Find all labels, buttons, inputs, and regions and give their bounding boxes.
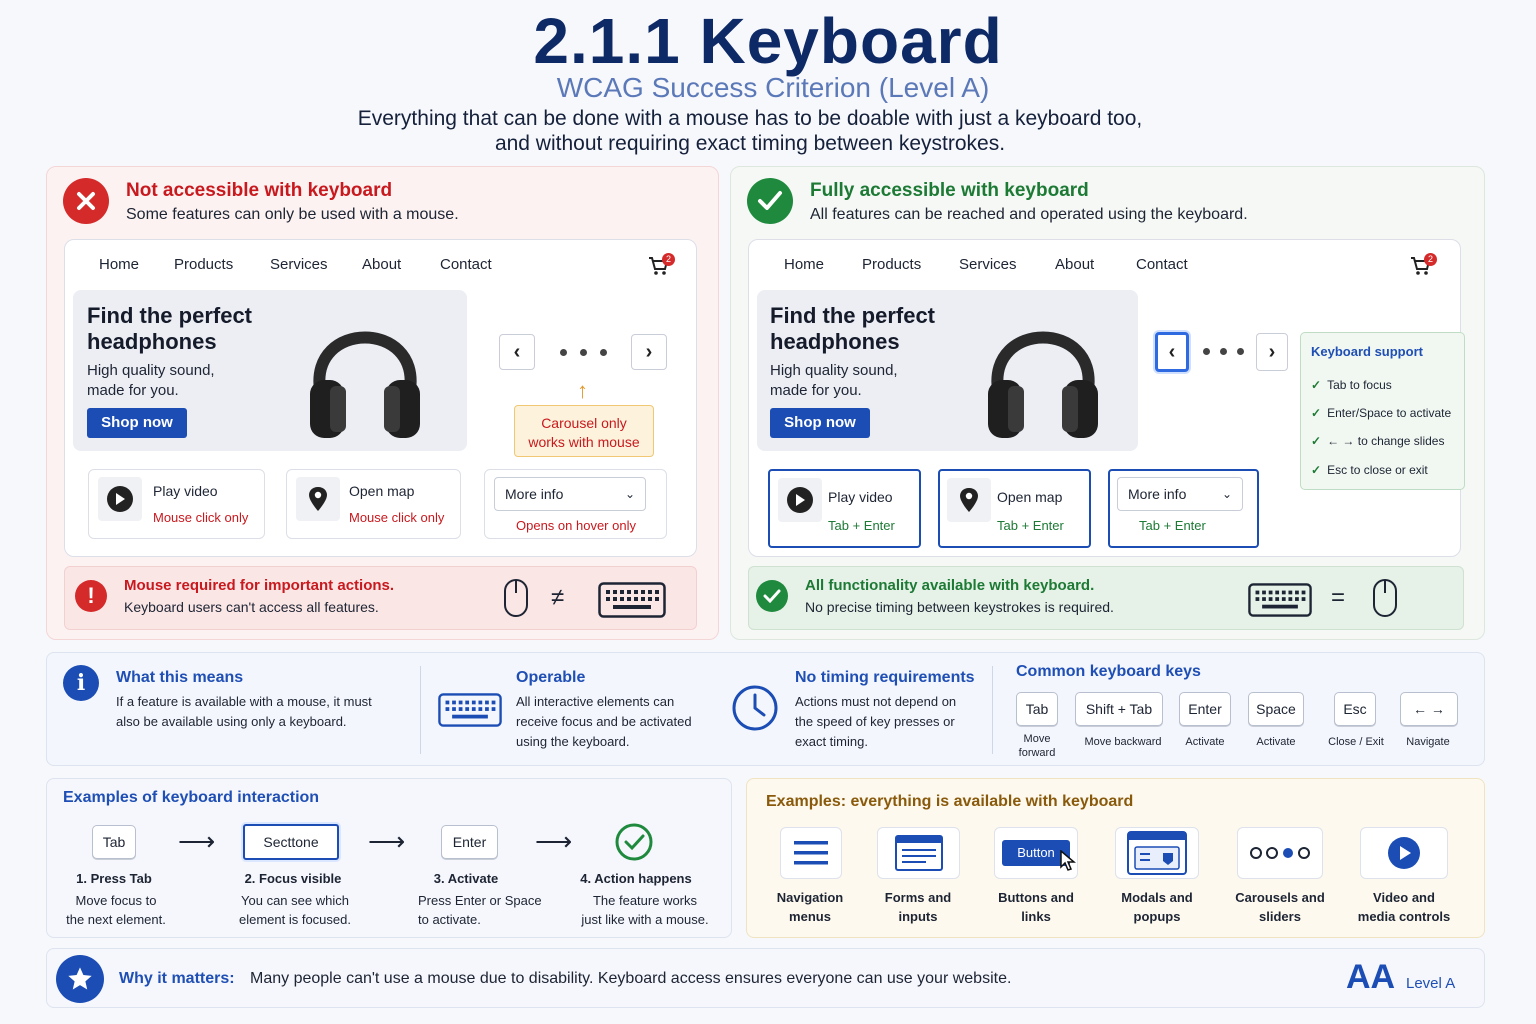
step-body-line: element is focused. xyxy=(238,912,351,927)
keyboard-icon xyxy=(438,692,502,733)
bad-banner-title: Mouse required for important actions. xyxy=(124,577,395,594)
up-arrow-icon: ↑ xyxy=(577,378,588,403)
bad-hero-sub-line-1: High quality sound, xyxy=(87,362,215,379)
means-title: What this means xyxy=(116,669,244,686)
star-icon xyxy=(56,955,104,1003)
caption-line: media controls xyxy=(1357,909,1451,924)
carousel-dot xyxy=(1203,348,1210,355)
means-body-line-2: also be available using only a keyboard. xyxy=(116,714,347,729)
step-3-body xyxy=(418,891,554,929)
headphones-image xyxy=(300,300,430,450)
step-2-title: 2. Focus visible xyxy=(244,871,342,886)
step-body-line: The feature works xyxy=(592,893,698,908)
good-open-map-title: Open map xyxy=(997,489,1063,505)
support-item xyxy=(1311,434,1444,448)
map-pin-icon xyxy=(308,486,328,512)
caption-line: Video and xyxy=(1373,890,1435,905)
interaction-examples-title: Examples of keyboard interaction xyxy=(63,789,320,806)
modal-window-icon xyxy=(1127,831,1187,875)
check-circle-icon xyxy=(756,580,788,612)
check-icon: ✓ xyxy=(1311,463,1322,477)
play-icon xyxy=(787,487,813,513)
carousel-dot xyxy=(560,349,567,356)
keys-title: Common keyboard keys xyxy=(1016,663,1201,680)
headphones-image xyxy=(978,300,1108,450)
key-caption-line: Move xyxy=(1023,733,1051,745)
hamburger-menu-icon xyxy=(794,839,828,867)
bad-nav-services[interactable]: Services xyxy=(270,256,328,273)
step-4-title: 4. Action happens xyxy=(580,871,692,886)
key-esc: Esc xyxy=(1334,692,1376,726)
good-title: Fully accessible with keyboard xyxy=(810,180,1089,201)
caption-line: Carousels and xyxy=(1235,890,1325,905)
good-carousel-prev-button[interactable]: ‹ xyxy=(1155,332,1189,372)
good-play-icon-box xyxy=(778,478,822,522)
bad-play-video-note: Mouse click only xyxy=(153,510,249,525)
operable-body-line-1: All interactive elements can xyxy=(516,694,675,709)
bad-more-info-note: Opens on hover only xyxy=(516,518,636,533)
operable-body xyxy=(516,692,692,752)
good-open-map-note: Tab + Enter xyxy=(997,518,1064,533)
key-shift-tab: Shift + Tab xyxy=(1075,692,1163,726)
good-play-video-title: Play video xyxy=(828,489,893,505)
step-3-title: 3. Activate xyxy=(433,871,499,886)
carousels-sliders-caption xyxy=(1220,888,1340,926)
bad-play-video-title: Play video xyxy=(153,483,218,499)
good-nav-contact[interactable]: Contact xyxy=(1136,256,1188,273)
bad-banner-subtitle: Keyboard users can't access all features. xyxy=(124,599,379,615)
step-1-body xyxy=(56,891,176,929)
timing-body xyxy=(795,692,956,752)
step-enter-chip: Enter xyxy=(441,825,498,859)
bad-hero-title-line-2: headphones xyxy=(87,329,217,354)
bad-nav-contact[interactable]: Contact xyxy=(440,256,492,273)
modals-popups-tile xyxy=(1115,827,1199,879)
carousel-dot xyxy=(1220,348,1227,355)
good-nav-products[interactable]: Products xyxy=(862,256,922,273)
caption-line: links xyxy=(1021,909,1051,924)
buttons-links-tile xyxy=(994,827,1078,879)
right-arrow-icon: ⟶ xyxy=(178,826,216,856)
step-2-body xyxy=(228,891,362,929)
check-icon: ✓ xyxy=(1311,378,1322,392)
caption-line: Buttons and xyxy=(998,890,1074,905)
bad-map-icon-box xyxy=(296,477,340,521)
support-item xyxy=(1311,463,1428,477)
good-hero-title-line-1: Find the perfect xyxy=(770,303,936,328)
divider xyxy=(420,666,421,754)
carousel-dot xyxy=(1237,348,1244,355)
cursor-icon xyxy=(1060,850,1076,872)
good-hero-sub-line-2: made for you. xyxy=(770,382,862,399)
check-icon: ✓ xyxy=(1311,434,1322,448)
keyboard-icon xyxy=(1248,582,1312,623)
video-media-tile xyxy=(1360,827,1448,879)
navigation-menus-caption xyxy=(760,888,860,926)
check-icon: ✓ xyxy=(1311,406,1322,420)
map-pin-icon xyxy=(959,487,979,513)
good-more-info-dropdown[interactable] xyxy=(1117,477,1243,511)
carousel-dot xyxy=(580,349,587,356)
caption-line: sliders xyxy=(1259,909,1301,924)
key-tab: Tab xyxy=(1016,692,1058,726)
clock-icon xyxy=(731,684,779,737)
equal-sign: = xyxy=(1331,584,1346,611)
means-body-line-1: If a feature is available with a mouse, it must xyxy=(116,694,372,709)
cart-badge: 2 xyxy=(1424,253,1437,266)
check-circle-outline-icon xyxy=(614,822,654,867)
video-media-caption xyxy=(1344,888,1464,926)
good-hero-title xyxy=(770,303,935,355)
button-cursor-icon xyxy=(1002,840,1070,866)
bad-title: Not accessible with keyboard xyxy=(126,180,393,201)
key-esc-caption: Close / Exit xyxy=(1328,736,1384,748)
play-button-icon xyxy=(1387,836,1421,870)
support-item-text: Tab to focus xyxy=(1327,378,1392,392)
step-body-line: the next element. xyxy=(66,912,166,927)
info-icon: i xyxy=(63,665,99,701)
good-map-icon-box xyxy=(947,478,991,522)
play-icon xyxy=(107,486,133,512)
support-item xyxy=(1311,378,1392,392)
intro-line-2: and without requiring exact timing between keystrokes. xyxy=(494,132,1006,155)
keyboard-icon xyxy=(598,582,666,623)
right-arrow-icon: ⟶ xyxy=(368,826,406,856)
focused-element-chip: Secttone xyxy=(243,824,339,860)
aa-logo: AA xyxy=(1346,958,1396,996)
page-title: 2.1.1 Keyboard xyxy=(533,5,1003,77)
step-tab-chip: Tab xyxy=(92,825,136,859)
key-arrows: ← → xyxy=(1400,692,1458,726)
modals-popups-caption xyxy=(1107,888,1207,926)
bad-subtitle: Some features can only be used with a mouse. xyxy=(126,206,459,223)
why-it-matters-label: Why it matters: xyxy=(119,970,235,987)
page-subtitle: WCAG Success Criterion (Level A) xyxy=(556,72,990,103)
good-summary-banner xyxy=(748,566,1464,630)
form-icon xyxy=(895,835,943,871)
why-it-matters-text: Many people can't use a mouse due to disability. Keyboard access ensures everyone can use your website. xyxy=(250,970,1012,987)
caption-line: Modals and xyxy=(1121,890,1193,905)
step-body-line: to activate. xyxy=(418,912,481,927)
key-caption-line: forward xyxy=(1018,747,1056,759)
step-4-body xyxy=(574,891,716,929)
right-arrow-icon: ⟶ xyxy=(535,826,573,856)
divider xyxy=(992,666,993,754)
bad-more-info-dropdown[interactable] xyxy=(494,477,646,511)
bad-hero-sub-line-2: made for you. xyxy=(87,382,179,399)
key-enter-caption: Activate xyxy=(1185,736,1225,748)
sample-button-label: Button xyxy=(1017,845,1055,860)
bad-open-map-note: Mouse click only xyxy=(349,510,445,525)
support-item-text: Enter/Space to activate xyxy=(1327,406,1452,420)
chevron-down-icon: ⌄ xyxy=(1221,487,1232,501)
alert-icon: ! xyxy=(75,580,107,612)
bad-nav-products[interactable]: Products xyxy=(174,256,234,273)
navigation-menus-tile xyxy=(780,827,842,879)
good-banner-subtitle: No precise timing between keystrokes is required. xyxy=(805,599,1114,615)
cart-badge: 2 xyxy=(662,253,675,266)
available-examples-title: Examples: everything is available with keyboard xyxy=(766,793,1134,810)
timing-body-line-3: exact timing. xyxy=(795,734,868,749)
timing-body-line-1: Actions must not depend on xyxy=(795,694,957,709)
key-enter: Enter xyxy=(1179,692,1231,726)
buttons-links-caption xyxy=(986,888,1086,926)
forms-inputs-tile xyxy=(877,827,960,879)
good-banner-title: All functionality available with keyboard. xyxy=(805,577,1095,594)
support-item-text: ← → to change slides xyxy=(1327,434,1445,448)
bad-hero-title xyxy=(87,303,252,355)
caption-line: inputs xyxy=(898,909,938,924)
means-body xyxy=(116,692,372,732)
good-hero-sub-line-1: High quality sound, xyxy=(770,362,898,379)
mouse-icon xyxy=(1372,578,1398,623)
good-hero-subtitle xyxy=(770,361,898,401)
good-carousel-next-button[interactable]: › xyxy=(1256,333,1288,371)
bad-play-icon-box xyxy=(98,477,142,521)
bad-shop-now-button[interactable]: Shop now xyxy=(87,408,187,438)
carousels-sliders-tile xyxy=(1237,827,1323,879)
check-circle-icon xyxy=(747,178,793,224)
good-more-info-note: Tab + Enter xyxy=(1139,518,1206,533)
intro-line-1: Everything that can be done with a mouse has to be doable with just a keyboard too, xyxy=(357,107,1143,130)
key-space-caption: Activate xyxy=(1256,736,1296,748)
carousel-note-line-2: works with mouse xyxy=(528,434,640,450)
bad-hero-title-line-1: Find the perfect xyxy=(87,303,253,328)
not-equal-sign: ≠ xyxy=(551,584,565,611)
bad-hero-subtitle xyxy=(87,361,215,401)
good-nav-services[interactable]: Services xyxy=(959,256,1017,273)
key-shift-tab-caption: Move backward xyxy=(1084,736,1162,748)
bad-nav-about[interactable]: About xyxy=(362,256,402,273)
bad-nav-home[interactable]: Home xyxy=(99,256,140,273)
support-item-text: Esc to close or exit xyxy=(1327,463,1428,477)
step-body-line: just like with a mouse. xyxy=(581,912,709,927)
good-nav-about[interactable]: About xyxy=(1055,256,1095,273)
good-nav-home[interactable]: Home xyxy=(784,256,825,273)
level-label: Level A xyxy=(1406,975,1456,992)
x-circle-icon xyxy=(63,178,109,224)
timing-title: No timing requirements xyxy=(795,669,975,686)
key-tab-caption xyxy=(1006,732,1068,760)
caption-line: Navigation xyxy=(776,890,844,905)
good-subtitle: All features can be reached and operated using the keyboard. xyxy=(810,206,1248,223)
bad-carousel-prev-button[interactable]: ‹ xyxy=(499,334,535,370)
step-body-line: Press Enter or Space xyxy=(418,893,542,908)
good-shop-now-button[interactable]: Shop now xyxy=(770,408,870,438)
step-1-title: 1. Press Tab xyxy=(76,871,152,886)
bad-carousel-next-button[interactable]: › xyxy=(631,334,667,370)
carousel-note-line-1: Carousel only xyxy=(541,415,627,431)
key-arrows-caption: Navigate xyxy=(1406,736,1450,748)
operable-body-line-2: receive focus and be activated xyxy=(516,714,692,729)
step-body-line: You can see which xyxy=(241,893,349,908)
good-more-info-label: More info xyxy=(1128,486,1187,502)
forms-inputs-caption xyxy=(868,888,968,926)
timing-body-line-2: the speed of key presses or xyxy=(795,714,955,729)
bad-more-info-label: More info xyxy=(505,486,564,502)
carousel-dots-icon xyxy=(1248,845,1312,861)
operable-body-line-3: using the keyboard. xyxy=(516,734,630,749)
support-item xyxy=(1311,406,1451,420)
caption-line: popups xyxy=(1133,909,1181,924)
step-body-line: Move focus to xyxy=(75,893,157,908)
carousel-dot xyxy=(600,349,607,356)
caption-line: menus xyxy=(789,909,831,924)
operable-title: Operable xyxy=(516,669,586,686)
intro-text xyxy=(0,106,1500,156)
good-play-video-note: Tab + Enter xyxy=(828,518,895,533)
caption-line: Forms and xyxy=(884,890,952,905)
chevron-down-icon: ⌄ xyxy=(624,487,635,501)
mouse-icon xyxy=(503,578,529,623)
good-hero-title-line-2: headphones xyxy=(770,329,900,354)
key-space: Space xyxy=(1248,692,1304,726)
carousel-warning-note xyxy=(514,405,654,457)
keyboard-support-title: Keyboard support xyxy=(1311,344,1423,359)
bad-open-map-title: Open map xyxy=(349,483,415,499)
